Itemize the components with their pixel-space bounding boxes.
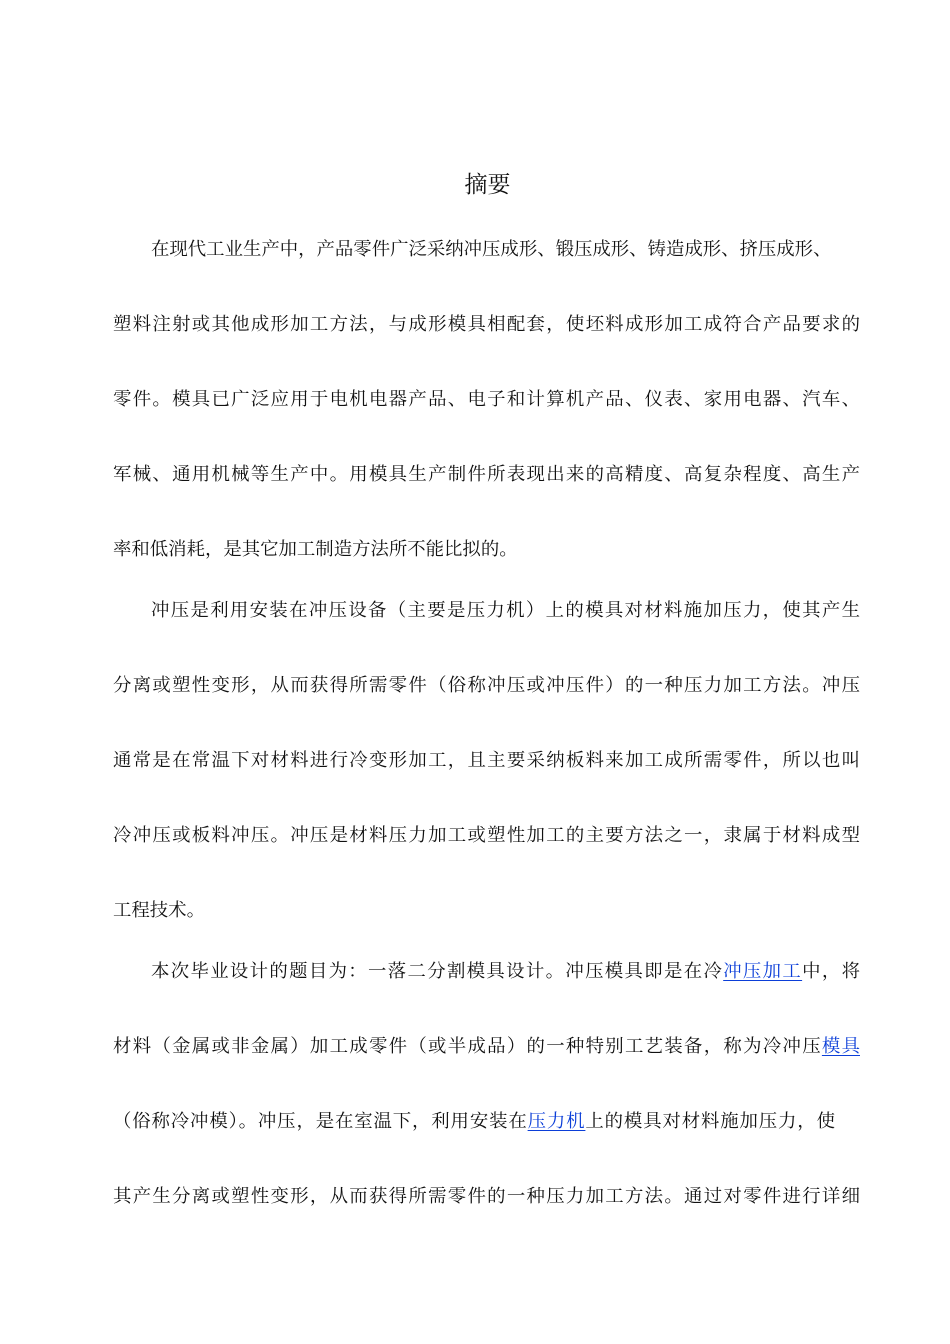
paragraph-2-line-4: 冷冲压或板料冲压。冲压是材料压力加工或塑性加工的主要方法之一，隶属于材料成型 [113,825,860,846]
paragraph-3-line-1-text-b: 中，将 [802,961,860,982]
paragraph-3-line-3-text-a: （俗称冷冲模）。冲压，是在室温下，利用安装在 [113,1111,528,1132]
paragraph-2-line-3: 通常是在常温下对材料进行冷变形加工，且主要采纳板料来加工成所需零件，所以也叫 [113,750,860,771]
paragraph-3-line-1 [151,955,860,989]
link-stamping-processing[interactable]: 冲压加工 [723,961,803,982]
paragraph-2-line-2: 分离或塑性变形，从而获得所需零件（俗称冲压或冲压件）的一种压力加工方法。冲压 [113,675,860,696]
paragraph-3-line-3-text-b: 上的模具对材料施加压力，使 [585,1111,835,1132]
link-press-machine[interactable]: 压力机 [527,1111,586,1132]
paragraph-3-line-2 [113,1030,860,1064]
link-mold[interactable]: 模具 [821,1036,860,1057]
abstract-title: 摘要 [464,172,511,198]
paragraph-1-line-1: 在现代工业生产中，产品零件广泛采纳冲压成形、锻压成形、铸造成形、挤压成形、 [151,239,832,260]
paragraph-3-line-1-text-a: 本次毕业设计的题目为：一落二分割模具设计。冲压模具即是在冷 [151,961,724,982]
paragraph-3-line-2-text: 材料（金属或非金属）加工成零件（或半成品）的一种特别工艺装备，称为冷冲压 [113,1036,822,1057]
paragraph-2-line-5: 工程技术。 [113,900,205,921]
paragraph-3-line-3 [113,1105,835,1139]
paragraph-1-line-5: 率和低消耗，是其它加工制造方法所不能比拟的。 [113,539,518,560]
paragraph-1-line-3: 零件。模具已广泛应用于电机电器产品、电子和计算机产品、仪表、家用电器、汽车、 [113,389,860,410]
paragraph-2-line-1: 冲压是利用安装在冲压设备（主要是压力机）上的模具对材料施加压力，使其产生 [151,600,860,621]
paragraph-1-line-4: 军械、通用机械等生产中。用模具生产制件所表现出来的高精度、高复杂程度、高生产 [113,464,860,485]
paragraph-1-line-2: 塑料注射或其他成形加工方法，与成形模具相配套，使坯料成形加工成符合产品要求的 [113,314,860,335]
paragraph-3-line-4: 其产生分离或塑性变形，从而获得所需零件的一种压力加工方法。通过对零件进行详细 [113,1186,860,1207]
